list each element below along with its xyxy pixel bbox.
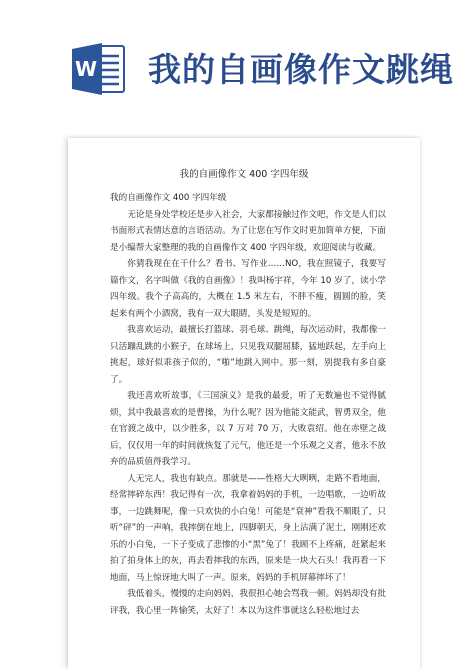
paragraph-sports: 我喜欢运动，最擅长打篮球、羽毛球、跳绳，每次运动时，我都像一只活蹦乱跳的小猴子，在球场上，只见我双腿屈膝，猛地跃起，左手向上挑起，球好似乖孩子似的，“啪”地跳入网中。那一刻，别提我有多自豪了。 [110, 325, 386, 385]
document-page [68, 138, 420, 669]
page-title: 我的自画像作文跳绳 [148, 50, 454, 89]
paragraph-shortcomings: 人无完人，我也有缺点。那就是——性格大大咧咧，走路不看地面，经常摔碎东西！我记得有一次，我拿着妈妈的手机，一边唱歌，一边听故事，一边跳舞呢，像一只欢快的小白兔！可能是“衰神”看我不顺眼了，只听“砰”的一声响，我摔倒在地上，四脚朝天，身上沾满了泥土，刚刚还欢乐的小白兔，一下子变成了悲惨的小“黑”兔了！我顾不上疼痛，赶紧起来拍了拍身体上的灰，再去看摔我的东西，原来是一块大石头！我再看一下地面，马上惊讶地大叫了一声。原来，妈妈的手机屏幕摔坏了！ [110, 473, 386, 583]
page-header [0, 0, 474, 115]
word-icon-letter: W [74, 57, 98, 81]
paragraph-intro: 无论是身处学校还是步入社会，大家都接触过作文吧，作文是人们以书面形式表情达意的言语活动。为了让您在写作文时更加简单方便，下面是小编帮大家整理的我的自画像作文 400 字四年级，欢迎阅读与收藏。 [110, 209, 386, 253]
word-document-icon [70, 40, 126, 98]
paragraph-appearance: 你猜我现在在干什么？看书、写作业……NO，我在照镜子，我要写篇作文，名字叫做《我的自画像》！我叫杨宇祥，今年 10 岁了，读小学四年级。我个子高高的，大概在 1.5 米左右，不胖不瘦，圆圆的脸，笑起来有两个小酒窝，我有一双大眼睛，头发是短短的。 [110, 259, 386, 319]
paragraph-stories: 我还喜欢听故事，《三国演义》是我的最爱，听了无数遍也不觉得腻烦，其中我最喜欢的是曹操，为什么呢？因为他能文能武，智勇双全，他在官渡之战中，以少胜多，以 7 万对 70 万，大败袁绍。他在赤壁之战后，仅仅用一年的时间就恢复了元气，他还是一个乐观之义者，他永不放弃的品质值得我学习。 [110, 391, 386, 467]
document-body [110, 190, 386, 619]
document-title: 我的自画像作文 400 字四年级 [179, 169, 309, 180]
paragraph-ending: 我低着头，慢慢的走向妈妈，我很担心她会骂我一顿。妈妈却没有批评我，我心里一阵愉笑，太好了！本以为这件事就这么轻松地过去 [110, 589, 386, 616]
document-subtitle: 我的自画像作文 400 字四年级 [110, 193, 227, 203]
